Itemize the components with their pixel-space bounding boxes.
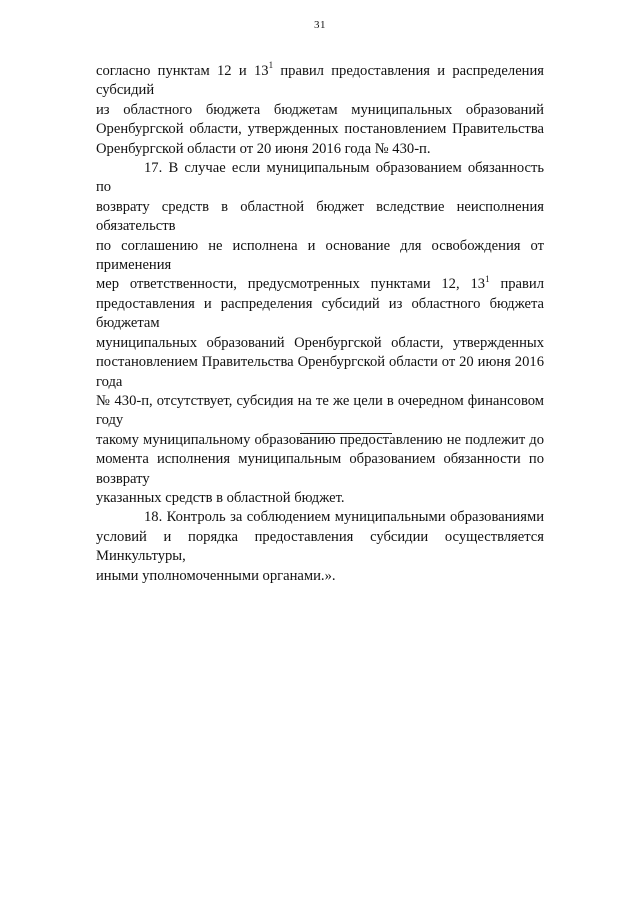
text-line: Оренбургской области, утвержденных постановлением Правительства — [96, 121, 544, 138]
text-line: возврату средств в областной бюджет вследствие неисполнения обязательств — [96, 198, 544, 235]
end-divider — [300, 433, 392, 434]
paragraph-continuation — [96, 62, 544, 159]
document-body — [96, 62, 544, 586]
text-line: из областного бюджета бюджетам муниципальных образований — [96, 101, 544, 118]
paragraph-18 — [96, 508, 544, 586]
text-line: условий и порядка предоставления субсидии осуществляется Минкультуры, — [96, 528, 544, 565]
text-line: № 430-п, отсутствует, субсидия на те же цели в очередном финансовом году — [96, 392, 544, 429]
text-fragment: правил — [489, 276, 545, 293]
text-line — [96, 62, 544, 101]
text-fragment: мер ответственности, предусмотренных пунктами 12, 13 — [96, 276, 486, 293]
text-line — [96, 275, 544, 294]
superscript: 1 — [485, 273, 490, 284]
text-fragment: правил предоставления и распределения субсидий — [96, 63, 544, 99]
text-line: предоставления и распределения субсидий из областного бюджета бюджетам — [96, 295, 544, 332]
text-line: муниципальных образований Оренбургской области, утвержденных — [96, 334, 544, 351]
page-number: 31 — [314, 19, 326, 31]
text-line: указанных средств в областной бюджет. — [96, 489, 345, 506]
text-line: постановлением Правительства Оренбургской области от 20 июня 2016 года — [96, 354, 544, 390]
superscript: 1 — [268, 60, 274, 71]
text-line: Оренбургской области от 20 июня 2016 года № 430-п. — [96, 140, 431, 157]
text-line: такому муниципальному образованию предоставлению не подлежит до — [96, 431, 544, 448]
text-line: момента исполнения муниципальным образованием обязанности по возврату — [96, 451, 544, 487]
text-fragment: согласно пунктам 12 и 13 — [96, 63, 269, 79]
text-line: иными уполномоченными органами.». — [96, 567, 336, 584]
text-line: 17. В случае если муниципальным образованием обязанность по — [96, 160, 544, 196]
text-line: 18. Контроль за соблюдением муниципальными образованиями — [144, 509, 544, 526]
paragraph-17 — [96, 159, 544, 508]
text-line: по соглашению не исполнена и основание для освобождения от применения — [96, 237, 544, 274]
